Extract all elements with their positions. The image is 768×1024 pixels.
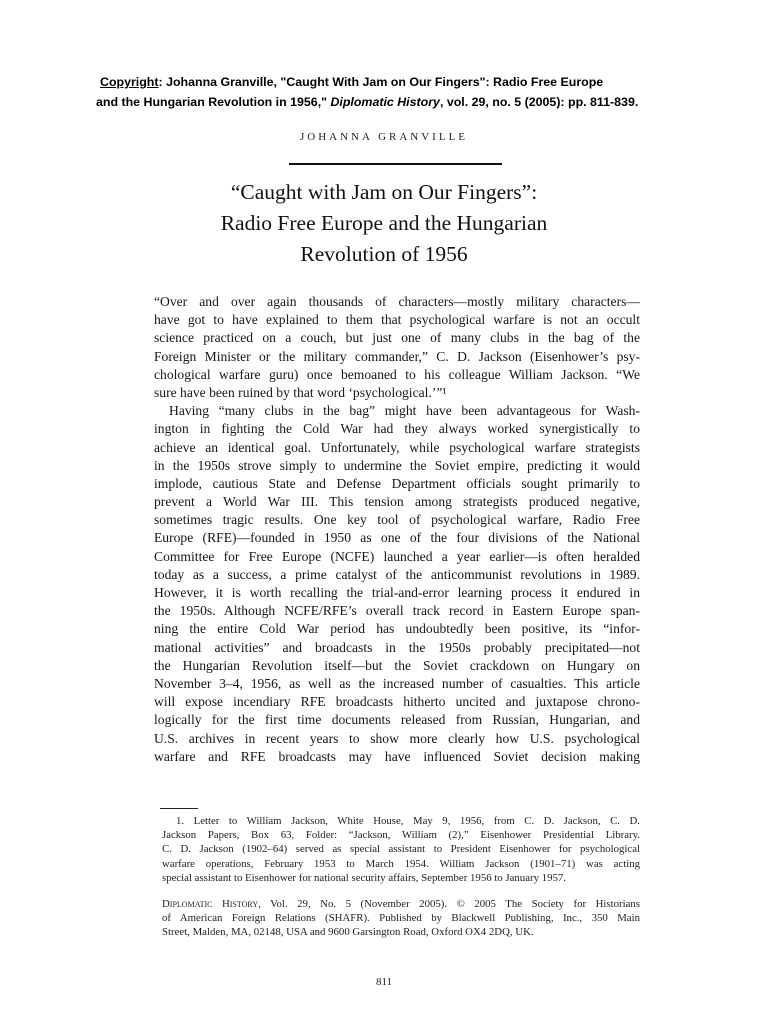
body-line: Foreign Minister or the military commander,” C. D. Jackson (Eisenhower’s psy- (154, 348, 640, 364)
body-line: in the 1950s strove simply to undermine the Soviet empire, predicting it would (154, 457, 640, 473)
body-line: the 1950s. Although NCFE/RFE’s overall track record in Eastern Europe span- (154, 603, 640, 619)
body-line: Europe (RFE)—founded in 1950 as one of the four divisions of the National (154, 530, 640, 546)
publication-info (162, 897, 640, 940)
footnote-line: 1. Letter to William Jackson, White House, May 9, 1956, from C. D. Jackson, C. D. (176, 815, 640, 827)
body-line: chological warfare guru) once bemoaned to his colleague William Jackson. “We (154, 366, 640, 382)
body-line: ning the entire Cold War period has undoubtedly been positive, its “infor- (154, 621, 640, 637)
body-line: will expose incendiary RFE broadcasts hitherto uncited and juxtapose chrono- (154, 694, 640, 710)
body-line: ington in fighting the Cold War had they always worked synergistically to (154, 421, 640, 437)
body-line: warfare and RFE broadcasts may have influenced Soviet decision making (154, 748, 640, 764)
article-body (154, 293, 640, 766)
copyright-citation: , vol. 29, no. 5 (2005): pp. 811-839. (439, 95, 639, 109)
body-line: implode, cautious State and Defense Department officials sought primarily to (154, 475, 640, 491)
footnote-line: warfare operations, February 1953 to March 1954. William Jackson (1901–71) was acting (162, 857, 640, 870)
body-line: prevent a World War III. This tension among strategists produced negative, (154, 494, 640, 510)
body-line: Having “many clubs in the bag” might have been advantageous for Wash- (169, 403, 640, 419)
title-line: Radio Free Europe and the Hungarian (220, 211, 548, 235)
page-number: 811 (375, 976, 393, 988)
body-line: today as a success, a prime catalyst of the anticommunist revolutions in 1989. (154, 566, 640, 582)
body-line: science practiced on a couch, but just one of many clubs in the bag of the (154, 330, 640, 346)
copyright-label: Copyright (100, 75, 159, 89)
body-line: sometimes tragic results. One key tool of psychological warfare, Radio Free (154, 512, 640, 528)
footnote (162, 814, 640, 885)
body-line: Committee for Free Europe (NCFE) launched a year earlier—is often heralded (154, 548, 640, 564)
author-name: JOHANNA GRANVILLE (299, 131, 469, 143)
title-line: “Caught with Jam on Our Fingers”: (230, 180, 538, 204)
body-line: achieve an identical goal. Unfortunately, while psychological warfare strategists (154, 439, 640, 455)
body-line: sure have been ruined by that word ‘psychological.’”¹ (154, 384, 447, 400)
pubinfo-line: of American Foreign Relations (SHAFR). Published by Blackwell Publishing, Inc., 350 Main (162, 912, 640, 925)
body-line: U.S. archives in recent years to show more clearly how U.S. psychological (154, 730, 640, 746)
article-title (0, 177, 768, 270)
body-line: “Over and over again thousands of characters—mostly military characters— (154, 294, 640, 309)
copyright-notice (96, 72, 720, 112)
footnote-rule (160, 808, 198, 809)
body-line: However, it is worth recalling the trial-and-error learning process it endured in (154, 585, 640, 600)
footnote-line: Jackson Papers, Box 63, Folder: “Jackson, William (2),” Eisenhower Presidential Library. (162, 829, 640, 842)
title-rule (289, 163, 502, 165)
body-line: November 3–4, 1956, as well as the increased number of casualties. This article (154, 675, 640, 691)
body-line: have got to have explained to them that psychological warfare is not an occult (154, 312, 640, 328)
copyright-line2-text: and the Hungarian Revolution in 1956," (96, 95, 331, 109)
body-line: the Hungarian Revolution itself—but the Soviet crackdown on Hungary on (154, 657, 640, 673)
footnote-line: C. D. Jackson (1902–64) served as special assistant to President Eisenhower for psychological (162, 843, 640, 856)
body-line: logically for the first time documents released from Russian, Hungarian, and (154, 712, 640, 728)
footnote-line: special assistant to Eisenhower for national security affairs, September 1956 to January 1957. (162, 871, 566, 884)
pubinfo-line1: , Vol. 29, No. 5 (November 2005). © 2005 The Society for Historians (258, 898, 640, 910)
pubinfo-line: Street, Malden, MA, 02148, USA and 9600 Garsington Road, Oxford OX4 2DQ, UK. (162, 926, 534, 939)
pubinfo-line (162, 897, 640, 911)
copyright-line1: : Johanna Granville, "Caught With Jam on Our Fingers": Radio Free Europe (158, 75, 604, 89)
copyright-journal: Diplomatic History (330, 95, 440, 109)
copyright-line2 (96, 92, 720, 112)
pubinfo-journal: Diplomatic History (162, 898, 259, 910)
body-line: mational activities” and broadcasts in the 1950s probably precipitated—not (154, 639, 640, 655)
title-line: Revolution of 1956 (300, 242, 468, 266)
